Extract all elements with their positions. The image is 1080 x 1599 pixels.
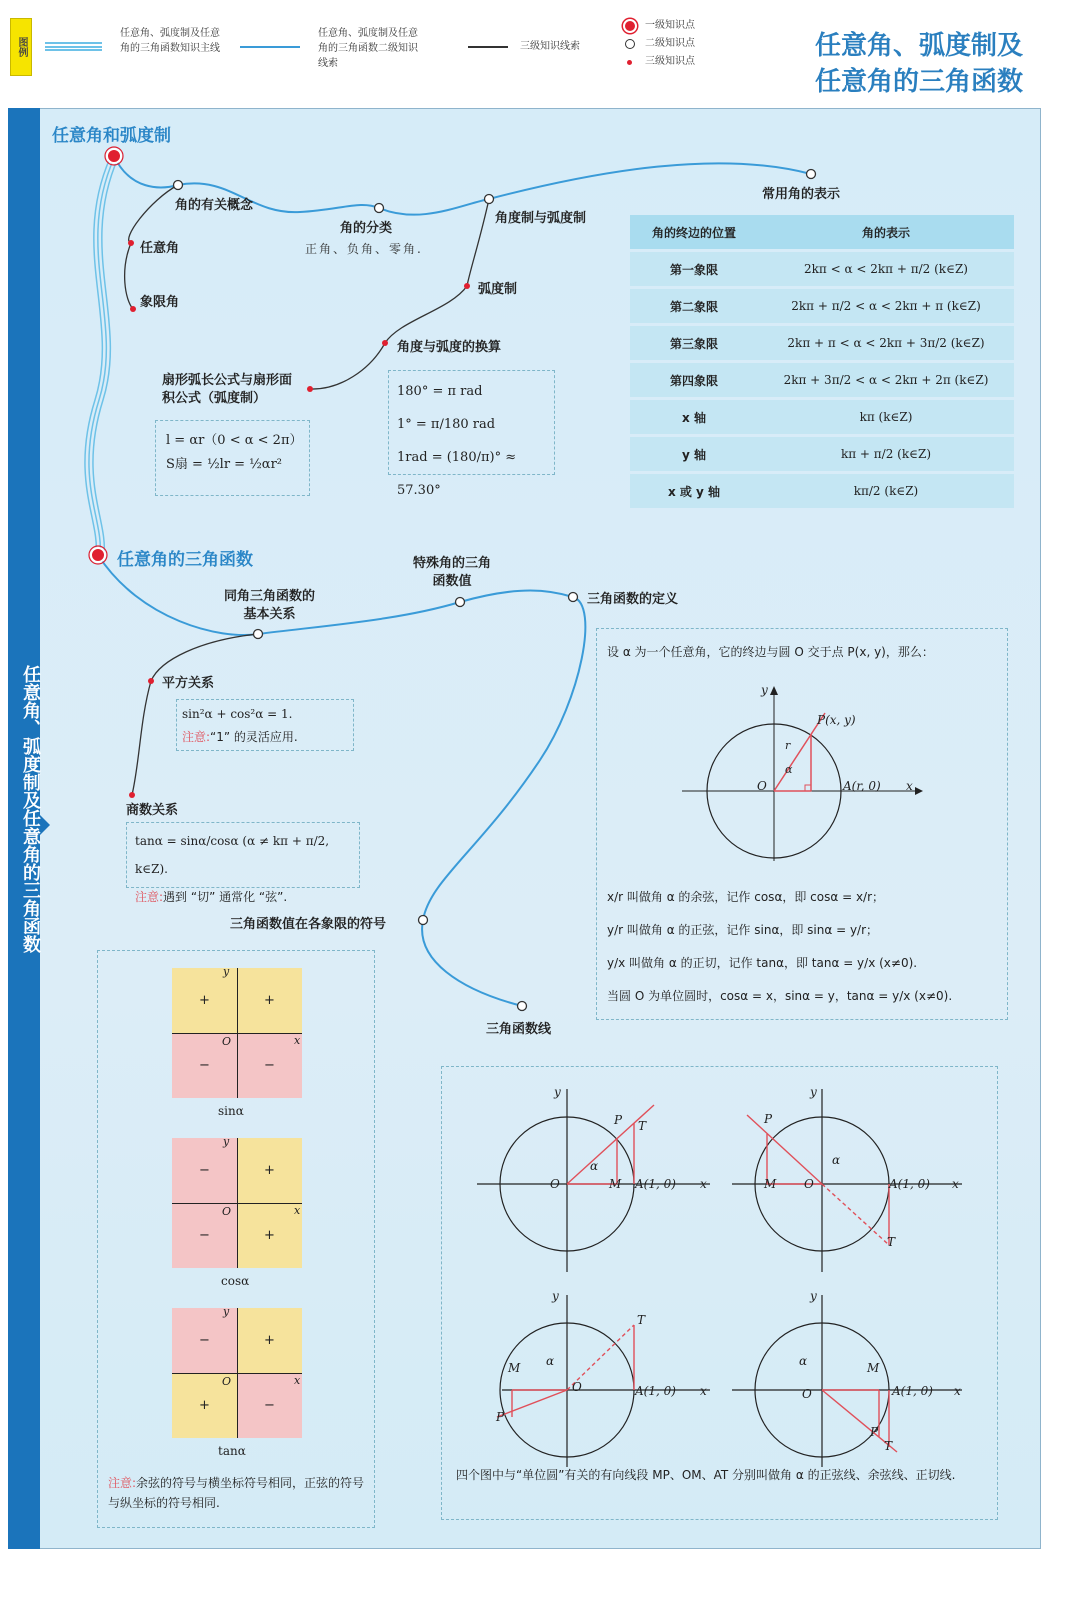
axis-label-y: y: [223, 1135, 230, 1148]
diagram-label: x: [700, 1384, 707, 1398]
section-heading-angles: 任意角和弧度制: [52, 126, 171, 146]
diagram-label: y: [810, 1289, 817, 1303]
sign-chart-label: tanα: [218, 1444, 246, 1458]
diagram-label: T: [637, 1313, 646, 1327]
terminal-side-position: x 轴: [630, 400, 758, 434]
quadrant-sign: +: [172, 968, 237, 1033]
sector-formula: S扇 = ½lr = ½αr²: [166, 457, 282, 472]
legend-main-line-label: 任意角、弧度制及任意角的三角函数知识主线: [120, 28, 220, 54]
note-label: 注意:: [182, 730, 211, 744]
diagram-label: O: [572, 1380, 582, 1394]
axis-label-y: y: [223, 965, 230, 978]
sign-chart: [172, 1305, 302, 1438]
diagram-label: O: [804, 1177, 814, 1191]
axis-label-y: y: [223, 1305, 230, 1318]
diagram-label: P: [764, 1112, 773, 1126]
quotient-relation-box: [126, 822, 360, 904]
definition-intro: 设 α 为一个任意角，它的终边与圆 O 交于点 P(x, y)，那么：: [607, 645, 934, 659]
node-any-angle: 任意角: [140, 241, 180, 256]
node-sector: 扇形弧长公式与扇形面积公式（弧度制）: [162, 373, 293, 406]
conversion-formula: 1° = π/180 rad: [397, 417, 496, 432]
axis-label-x: x: [294, 1034, 301, 1047]
quadrant-sign: −: [237, 1373, 302, 1438]
legend-level2-label: 二级知识点: [645, 38, 695, 49]
square-relation-box: [176, 699, 354, 751]
definition-circle-diagram: [677, 681, 927, 861]
terminal-side-position: 第二象限: [630, 289, 758, 323]
def-cos: x/r 叫做角 α 的余弦，记作 cosα，即 cosα = x/r；: [607, 890, 885, 904]
table-row: [630, 363, 1014, 397]
classification-detail: 正角、负角、零角.: [305, 242, 423, 256]
def-label-p: P(x, y): [817, 713, 856, 727]
node-square-relation: 平方关系: [162, 676, 215, 691]
def-unit-circle: 当圆 O 为单位圆时，cosα = x，sinα = y，tanα = y/x (x≠0).: [607, 989, 953, 1003]
def-label-alpha: α: [785, 763, 793, 776]
quotient-note: 遇到 “切” 通常化 “弦”.: [163, 890, 288, 904]
diagram-label: M: [764, 1177, 777, 1191]
terminal-side-position: x 或 y 轴: [630, 474, 758, 508]
trig-lines-note: 四个图中与“单位圆”有关的有向线段 MP、OM、AT 分别叫做角 α 的正弦线、余弦线、正切线.: [456, 1468, 956, 1482]
diagram-label: A(1, 0): [889, 1177, 930, 1191]
axis-label-o: O: [222, 1375, 232, 1388]
trig-lines-box: [441, 1066, 998, 1520]
diagram-label: P: [870, 1425, 879, 1439]
diagram-label: T: [887, 1235, 896, 1249]
axis-label-o: O: [222, 1035, 232, 1048]
diagram-label: y: [810, 1085, 817, 1099]
conversion-formula: 1rad = (180/π)° ≈ 57.30°: [397, 450, 517, 498]
table-row: [630, 437, 1014, 471]
signs-note: [108, 1473, 366, 1513]
diagram-label: α: [546, 1354, 555, 1368]
diagram-label: y: [552, 1289, 559, 1303]
quadrant-sign: −: [172, 1203, 237, 1268]
terminal-side-position: 第三象限: [630, 326, 758, 360]
node-radian: 弧度制: [478, 282, 518, 297]
diagram-label: A(1, 0): [635, 1384, 676, 1398]
definition-box: [596, 628, 1008, 1020]
definition-lines: [607, 881, 952, 1013]
legend-second-line-label: 任意角、弧度制及任意角的三角函数二级知识线索: [318, 28, 418, 69]
diagram-label: M: [508, 1361, 521, 1375]
terminal-side-position: y 轴: [630, 437, 758, 471]
legend-third-line-label: 三级知识线索: [520, 41, 580, 52]
square-formula: sin²α + cos²α = 1.: [182, 707, 293, 721]
legend-tag: 图例: [10, 18, 32, 76]
node-trig-lines: 三角函数线: [486, 1022, 552, 1037]
sign-chart-label: cosα: [221, 1274, 250, 1288]
square-note: “1” 的灵活应用.: [210, 730, 298, 744]
diagram-label: P: [496, 1410, 505, 1424]
node-classification: 角的分类: [340, 221, 393, 236]
quadrant-sign: +: [237, 1138, 302, 1203]
node-conversion: 角度与弧度的换算: [397, 340, 502, 355]
conversion-formula-box: [388, 370, 555, 498]
quadrant-sign: −: [172, 1308, 237, 1373]
def-sin: y/r 叫做角 α 的正弦，记作 sinα，即 sinα = y/r；: [607, 923, 879, 937]
diagram-label: x: [954, 1384, 961, 1398]
axis-label-o: O: [222, 1205, 232, 1218]
def-label-a: A(r, 0): [843, 779, 881, 793]
axis-label-x: x: [294, 1204, 301, 1217]
signs-note-text: 余弦的符号与横坐标符号相同，正弦的符号与纵坐标的符号相同.: [108, 1476, 365, 1510]
angle-representation-table: [630, 212, 1014, 511]
sector-formula-box: [155, 420, 310, 496]
trig-lines-diagrams: [442, 1067, 999, 1467]
sign-chart: [172, 1135, 302, 1268]
quadrant-sign: +: [237, 968, 302, 1033]
terminal-side-position: 第一象限: [630, 252, 758, 286]
angle-expression: 2kπ < α < 2kπ + π/2 (k∈Z): [758, 252, 1014, 286]
diagram-label: α: [799, 1354, 808, 1368]
def-tan: y/x 叫做角 α 的正切，记作 tanα，即 tanα = y/x (x≠0).: [607, 956, 918, 970]
diagram-label: α: [590, 1159, 599, 1173]
legend-level1-label: 一级知识点: [645, 20, 695, 31]
node-signs: 三角函数值在各象限的符号: [230, 917, 387, 932]
quotient-formula: tanα = sinα/cosα (α ≠ kπ + π/2, k∈Z).: [135, 834, 330, 876]
node-common-angles: 常用角的表示: [762, 187, 841, 202]
sector-formula: l = αr（0 < α < 2π）: [166, 433, 303, 448]
quadrant-sign: −: [237, 1033, 302, 1098]
def-label-o: O: [757, 779, 767, 793]
conversion-formula: 180° = π rad: [397, 384, 483, 399]
diagram-label: x: [952, 1177, 959, 1191]
quadrant-sign: +: [172, 1373, 237, 1438]
diagram-label: O: [802, 1387, 812, 1401]
legend-level3-label: 三级知识点: [645, 56, 695, 67]
angle-expression: 2kπ + π < α < 2kπ + 3π/2 (k∈Z): [758, 326, 1014, 360]
terminal-side-position: 第四象限: [630, 363, 758, 397]
node-quadrant-angle: 象限角: [140, 295, 180, 310]
node-degree-radian: 角度制与弧度制: [495, 211, 587, 226]
table-row: [630, 252, 1014, 286]
quadrant-sign: +: [237, 1203, 302, 1268]
node-definition: 三角函数的定义: [587, 592, 679, 607]
table-header: 角的表示: [758, 215, 1014, 249]
quadrant-sign: −: [172, 1033, 237, 1098]
def-label-y: y: [761, 683, 768, 697]
angle-expression: kπ (k∈Z): [758, 400, 1014, 434]
node-basic-relations: 同角三角函数的基本关系: [223, 589, 315, 622]
node-concepts: 角的有关概念: [175, 198, 254, 213]
diagram-label: M: [867, 1361, 880, 1375]
note-label: 注意:: [135, 890, 164, 904]
diagram-label: x: [700, 1177, 707, 1191]
sign-chart-label: sinα: [218, 1104, 244, 1118]
quadrant-sign: −: [172, 1138, 237, 1203]
table-row: [630, 289, 1014, 323]
diagram-label: α: [832, 1153, 841, 1167]
diagram-label: O: [550, 1177, 560, 1191]
diagram-label: T: [884, 1439, 893, 1453]
note-label: 注意:: [108, 1476, 137, 1490]
diagram-label: T: [638, 1119, 647, 1133]
table-row: [630, 326, 1014, 360]
axis-label-x: x: [294, 1374, 301, 1387]
angle-expression: 2kπ + π/2 < α < 2kπ + π (k∈Z): [758, 289, 1014, 323]
diagram-label: A(1, 0): [635, 1177, 676, 1191]
title-line2: 任意角的三角函数: [815, 67, 1024, 97]
node-quotient-relation: 商数关系: [126, 803, 179, 818]
section-heading-trig: 任意角的三角函数: [117, 550, 253, 570]
angle-expression: kπ/2 (k∈Z): [758, 474, 1014, 508]
diagram-label: A(1, 0): [892, 1384, 933, 1398]
table-row: [630, 400, 1014, 434]
signs-box: [97, 950, 375, 1528]
sign-chart: [172, 965, 302, 1098]
angle-expression: kπ + π/2 (k∈Z): [758, 437, 1014, 471]
quadrant-sign: +: [237, 1308, 302, 1373]
diagram-label: y: [554, 1085, 561, 1099]
def-label-x: x: [906, 779, 913, 793]
node-special-values: 特殊角的三角函数值: [412, 556, 491, 589]
title-line1: 任意角、弧度制及: [815, 31, 1024, 61]
diagram-label: M: [609, 1177, 622, 1191]
def-label-r: r: [785, 739, 791, 752]
sidebar-title: 任意角、弧度制及任意角的三角函数: [20, 665, 41, 953]
angle-expression: 2kπ + 3π/2 < α < 2kπ + 2π (k∈Z): [758, 363, 1014, 397]
table-row: [630, 474, 1014, 508]
table-header: 角的终边的位置: [630, 215, 758, 249]
diagram-label: P: [614, 1113, 623, 1127]
